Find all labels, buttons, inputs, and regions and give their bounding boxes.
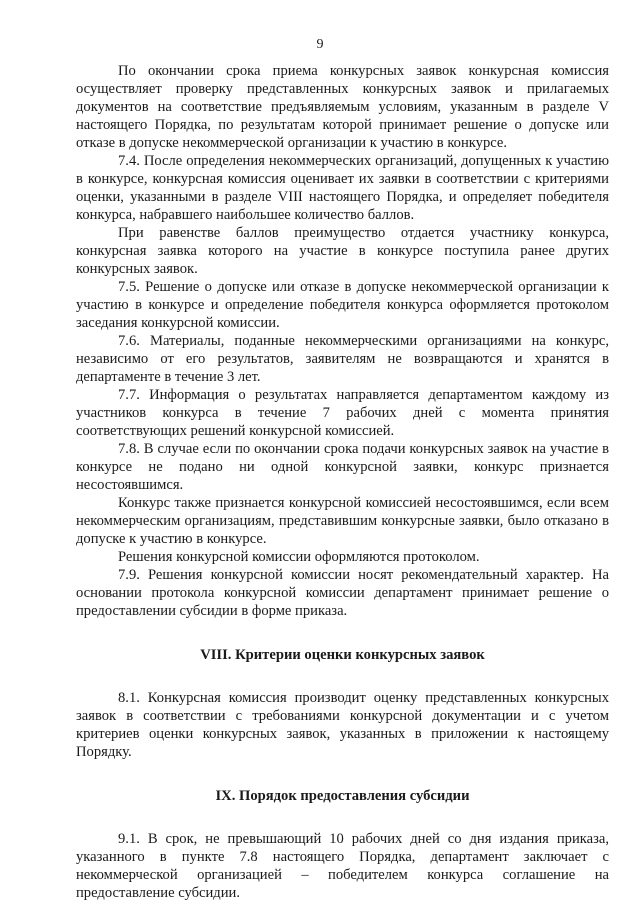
section-heading-viii: VIII. Критерии оценки конкурсных заявок <box>200 647 485 663</box>
page-number: 9 <box>316 37 324 52</box>
paragraph-admission-check: По окончании срока приема конкурсных заявок конкурсная комиссия осуществляет проверку представленных конкурсных заявок и прилагаемых документов на соответствие предъявляемым условиям, указанным в разделе V настоящего Порядка, по результатам которой принимает решение о допуске или отказе в допуске некоммерческой организации к участию в конкурсе. <box>76 63 609 151</box>
paragraph-7-9: 7.9. Решения конкурсной комиссии носят рекомендательный характер. На основании протокола конкурсной комиссии департамент принимает решение о предоставлении субсидии в форме приказа. <box>76 567 609 619</box>
paragraph-9-1: 9.1. В срок, не превышающий 10 рабочих дней со дня издания приказа, указанного в пункте 7.8 настоящего Порядка, департамент заключает с некоммерческой организацией – победителем конкурса соглашение на предоставление субсидии. <box>76 831 609 901</box>
paragraph-7-4: 7.4. После определения некоммерческих организаций, допущенных к участию в конкурсе, конкурсная комиссия оценивает их заявки в соответствии с критериями оценки, указанными в разделе VIII настоящего Порядка, и определяет победителя конкурса, набравшего наибольшее количество баллов. <box>76 153 609 223</box>
paragraph-8-1: 8.1. Конкурсная комиссия производит оценку представленных конкурсных заявок в соответствии с требованиями конкурсной документации и с учетом критериев оценки конкурсных заявок, указанных в приложении к настоящему Порядку. <box>76 690 609 760</box>
section-heading-ix: IX. Порядок предоставления субсидии <box>215 788 470 804</box>
paragraph-7-5: 7.5. Решение о допуске или отказе в допуске некоммерческой организации к участию в конкурсе и определение победителя конкурса оформляется протоколом заседания конкурсной комиссии. <box>76 279 609 331</box>
document-body <box>76 62 609 902</box>
paragraph-7-4-tie: При равенстве баллов преимущество отдается участнику конкурса, конкурсная заявка которого на участие в конкурсе поступила ранее других конкурсных заявок. <box>76 225 609 277</box>
paragraph-7-8-protocol: Решения конкурсной комиссии оформляются протоколом. <box>118 549 480 565</box>
paragraph-7-7: 7.7. Информация о результатах направляется департаментом каждому из участников конкурса в течение 7 рабочих дней с момента принятия соответствующих решений конкурсной комиссией. <box>76 387 609 439</box>
paragraph-7-8-failed: Конкурс также признается конкурсной комиссией несостоявшимся, если всем некоммерческим организациям, представившим конкурсные заявки, было отказано в допуске к участию в конкурсе. <box>76 495 609 547</box>
paragraph-7-6: 7.6. Материалы, поданные некоммерческими организациями на конкурс, независимо от его результатов, заявителям не возвращаются и хранятся в департаменте в течение 3 лет. <box>76 333 609 385</box>
paragraph-7-8: 7.8. В случае если по окончании срока подачи конкурсных заявок на участие в конкурсе не подано ни одной конкурсной заявки, конкурс признается несостоявшимся. <box>76 441 609 493</box>
